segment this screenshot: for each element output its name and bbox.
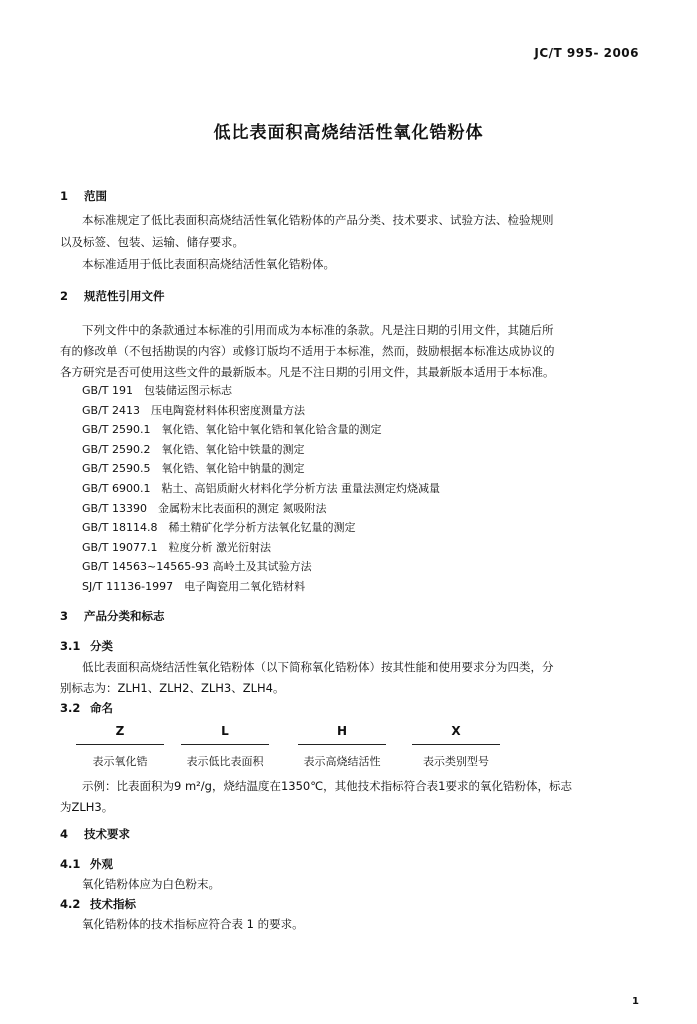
section-1-heading	[60, 188, 107, 204]
subsection-number: 4.1	[60, 857, 81, 871]
section-number: 3	[60, 609, 69, 623]
page-number: 1	[632, 996, 639, 1007]
subsection-title: 分类	[90, 639, 113, 653]
reference-list	[82, 381, 440, 597]
subsection-title: 命名	[90, 701, 113, 715]
subsection-number: 3.1	[60, 639, 81, 653]
section-2-heading	[60, 288, 165, 304]
reference-item: GB/T 2590.2 氧化锆、氧化铪中铁量的测定	[82, 442, 305, 456]
reference-item: GB/T 2413 压电陶瓷材料体积密度测量方法	[82, 403, 305, 417]
reference-item: GB/T 6900.1 粘土、高铝质耐火材料化学分析方法 重量法测定灼烧减量	[82, 481, 440, 495]
paragraph: 别标志为：ZLH1、ZLH2、ZLH3、ZLH4。	[60, 681, 285, 695]
subsection-3-2-heading	[60, 700, 113, 716]
naming-scheme	[70, 724, 510, 774]
naming-letter: X	[451, 724, 461, 738]
section-3-heading	[60, 608, 165, 624]
section-title: 产品分类和标志	[84, 609, 165, 623]
section-title: 范围	[84, 189, 107, 203]
reference-item: GB/T 18114.8 稀土精矿化学分析方法氧化钇量的测定	[82, 521, 356, 535]
subsection-4-1-heading	[60, 856, 113, 872]
underline	[76, 744, 164, 745]
naming-letter: H	[336, 724, 348, 738]
naming-description: 表示氧化锆	[92, 755, 148, 768]
section-title: 规范性引用文件	[84, 289, 165, 303]
example-text: 示例：比表面积为9 m²/g，烧结温度在1350℃，其他技术指标符合表1要求的氧化锆粉体，标志	[82, 779, 572, 793]
naming-part	[175, 724, 275, 769]
reference-item: GB/T 19077.1 粒度分析 激光衍射法	[82, 540, 271, 554]
reference-item: GB/T 191 包装储运图示标志	[82, 384, 232, 397]
reference-item: GB/T 13390 金属粉末比表面积的测定 氮吸附法	[82, 501, 327, 515]
section-4-heading	[60, 826, 130, 842]
section-number: 4	[60, 827, 69, 841]
subsection-title: 外观	[90, 857, 113, 871]
reference-item: GB/T 2590.1 氧化锆、氧化铪中氧化锆和氧化铪含量的测定	[82, 423, 382, 437]
naming-description: 表示高烧结活性	[303, 755, 381, 768]
example-text: 为ZLH3。	[60, 800, 114, 814]
paragraph: 本标准规定了低比表面积高烧结活性氧化锆粉体的产品分类、技术要求、试验方法、检验规则	[82, 213, 554, 227]
naming-letter: Z	[115, 724, 125, 738]
paragraph: 本标准适用于低比表面积高烧结活性氧化锆粉体。	[82, 257, 335, 271]
subsection-3-1-heading	[60, 638, 113, 654]
naming-letter: L	[221, 724, 229, 738]
underline	[181, 744, 269, 745]
subsection-4-2-heading	[60, 896, 136, 912]
section-number: 1	[60, 189, 69, 203]
paragraph: 氧化锆粉体的技术指标应符合表 1 的要求。	[82, 917, 304, 931]
underline	[412, 744, 500, 745]
naming-description: 表示低比表面积	[186, 755, 264, 768]
standard-code: JC/T 995- 2006	[534, 46, 639, 60]
section-title: 技术要求	[84, 827, 130, 841]
naming-description: 表示类别型号	[423, 755, 489, 768]
section-number: 2	[60, 289, 69, 303]
paragraph: 以及标签、包装、运输、储存要求。	[60, 235, 244, 249]
subsection-title: 技术指标	[90, 897, 136, 911]
subsection-number: 4.2	[60, 897, 81, 911]
reference-item: SJ/T 11136-1997 电子陶瓷用二氧化锆材料	[82, 579, 306, 593]
paragraph: 低比表面积高烧结活性氧化锆粉体（以下简称氧化锆粉体）按其性能和使用要求分为四类，分	[82, 660, 554, 674]
naming-part	[70, 724, 170, 769]
naming-part	[406, 724, 506, 769]
reference-item: GB/T 14563~14565-93 高岭土及其试验方法	[82, 560, 312, 574]
document-title: 低比表面积高烧结活性氧化锆粉体	[213, 123, 484, 143]
underline	[298, 744, 386, 745]
paragraph: 下列文件中的条款通过本标准的引用而成为本标准的条款。凡是注日期的引用文件，其随后所	[82, 323, 554, 337]
paragraph: 各方研究是否可使用这些文件的最新版本。凡是不注日期的引用文件，其最新版本适用于本标准。	[60, 365, 555, 379]
paragraph: 有的修改单（不包括勘误的内容）或修订版均不适用于本标准，然而，鼓励根据本标准达成协议的	[60, 344, 555, 358]
paragraph: 氧化锆粉体应为白色粉末。	[82, 877, 220, 891]
reference-item: GB/T 2590.5 氧化锆、氧化铪中钠量的测定	[82, 462, 305, 476]
naming-part	[292, 724, 392, 769]
subsection-number: 3.2	[60, 701, 81, 715]
